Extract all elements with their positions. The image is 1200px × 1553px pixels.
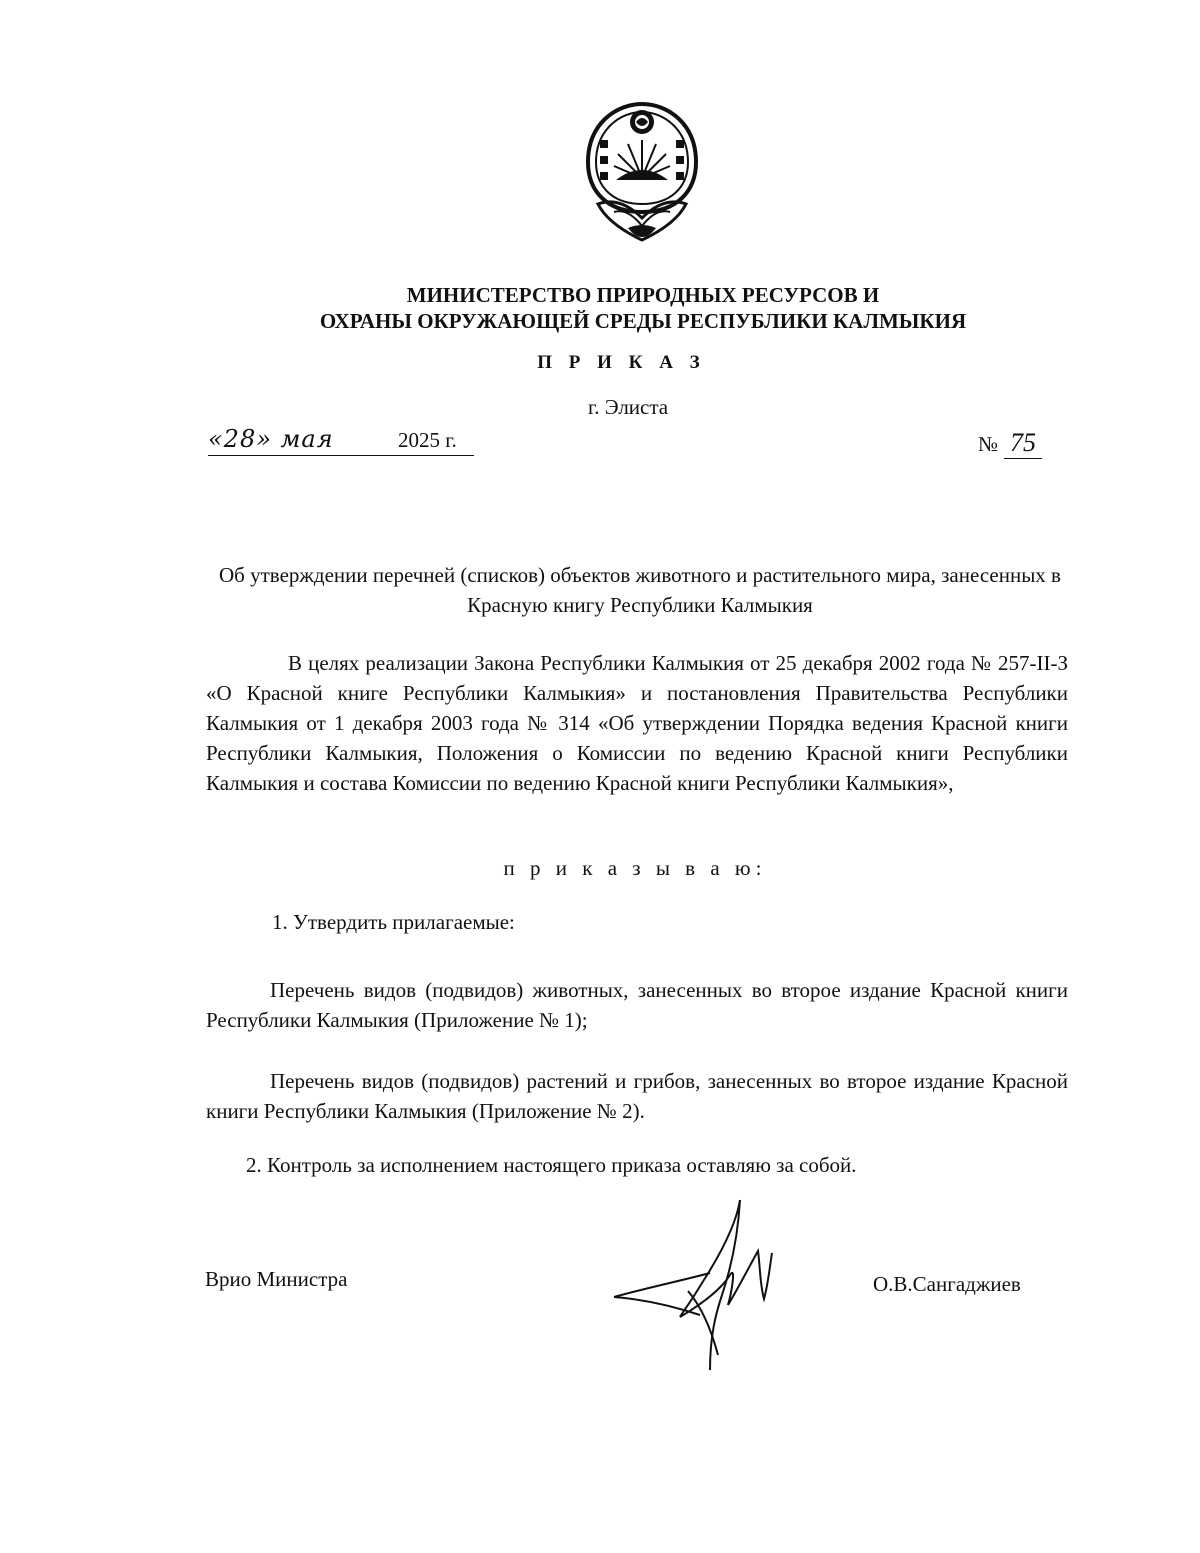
signer-position: Врио Министра	[205, 1267, 348, 1291]
decree-word: п р и к а з ы в а ю:	[503, 856, 767, 880]
order-date	[208, 425, 474, 456]
city: г. Элиста	[588, 395, 669, 419]
order-subject: Об утверждении перечней (списков) объектов животного и растительного мира, занесенных в Красную книгу Республики Калмыкия	[219, 563, 1061, 617]
number-label: №	[978, 432, 999, 456]
date-year: 2025 г.	[398, 428, 457, 452]
signer-name: О.В.Сангаджиев	[873, 1272, 1021, 1296]
item-2: 2. Контроль за исполнением настоящего приказа оставляю за собой.	[246, 1153, 857, 1177]
number-value: 75	[1004, 428, 1042, 459]
signature-icon	[610, 1195, 790, 1375]
list-item-animals: Перечень видов (подвидов) животных, занесенных во второе издание Красной книги Республики Калмыкия (Приложение № 1);	[206, 978, 1068, 1032]
ministry-name-line2: ОХРАНЫ ОКРУЖАЮЩЕЙ СРЕДЫ РЕСПУБЛИКИ КАЛМЫКИЯ	[319, 309, 967, 333]
item-1: 1. Утвердить прилагаемые:	[272, 910, 515, 934]
date-handwritten: «28» мая	[208, 425, 334, 453]
coat-of-arms-emblem	[580, 100, 704, 250]
preamble-paragraph: В целях реализации Закона Республики Калмыкия от 25 декабря 2002 года № 257-II-З «О Красной книге Республики Калмыкия» и постановления Правительства Республики Калмыкия от 1 декабря 2003 года № 314 «Об утверждении Порядка ведения Красной книги Республики Калмыкия, Положения о Комиссии по ведению Красной книги Республики Калмыкия и состава Комиссии по ведению Красной книги Республики Калмыкия»,	[206, 651, 1068, 795]
ministry-name-line1: МИНИСТЕРСТВО ПРИРОДНЫХ РЕСУРСОВ И	[406, 283, 880, 307]
list-item-plants: Перечень видов (подвидов) растений и грибов, занесенных во второе издание Красной книги Республики Калмыкия (Приложение № 2).	[206, 1069, 1068, 1123]
order-number	[978, 428, 1042, 459]
document-type: П Р И К А З	[537, 352, 706, 373]
